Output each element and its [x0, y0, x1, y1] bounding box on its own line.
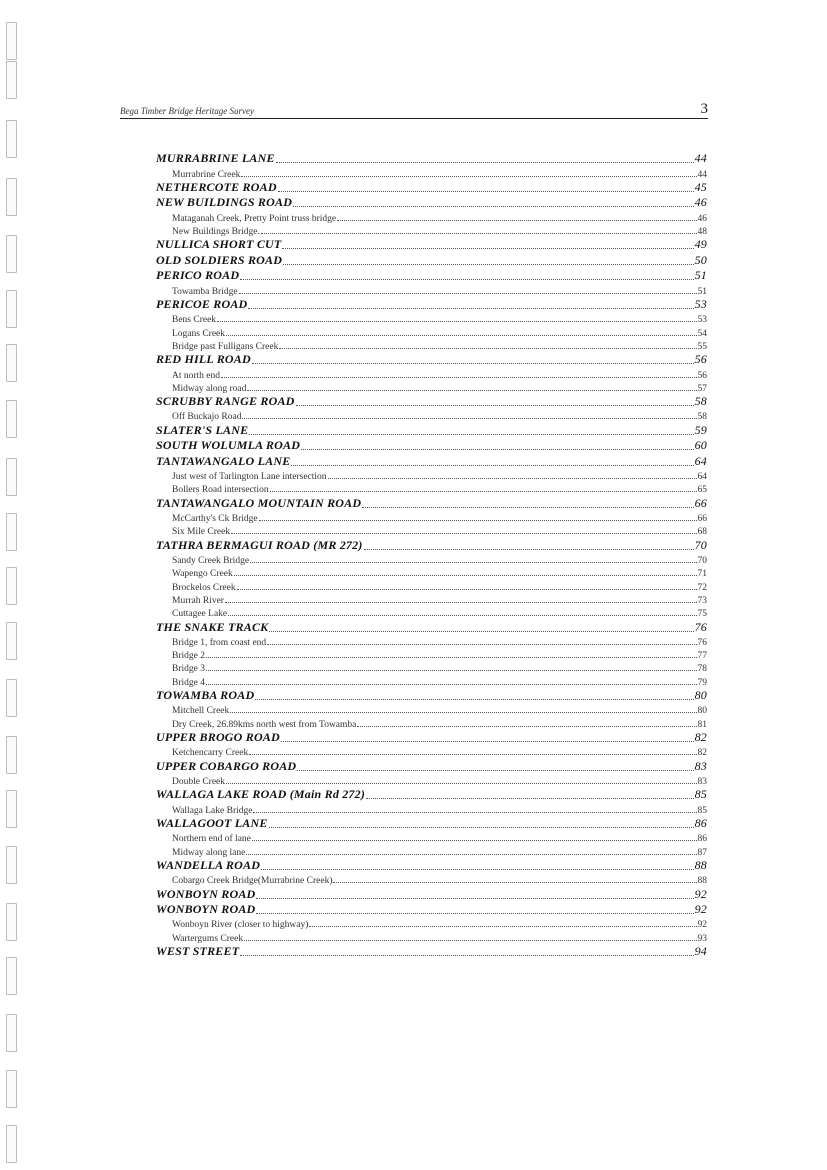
- dot-leader: [226, 335, 696, 336]
- toc-subentry[interactable]: [156, 367, 707, 380]
- binding-hole: [6, 957, 17, 995]
- toc-entry-label: Just west of Tarlington Lane intersection: [172, 471, 327, 482]
- toc-page-number: 50: [694, 252, 707, 267]
- toc-page-number: 53: [694, 296, 707, 311]
- toc-subentry[interactable]: [156, 224, 707, 237]
- dot-leader: [252, 840, 697, 841]
- dot-leader: [261, 869, 694, 870]
- dot-leader: [231, 533, 696, 534]
- toc-entry-label: RED HILL ROAD: [156, 352, 251, 367]
- toc-entry-label: Cuttagee Lake: [172, 609, 228, 620]
- toc-page-number: 79: [697, 677, 707, 688]
- toc-entry-label: Wonboyn River (closer to highway): [172, 920, 309, 931]
- toc-section-entry[interactable]: [156, 180, 707, 195]
- binding-hole: [6, 1014, 17, 1052]
- toc-entry-label: THE SNAKE TRACK: [156, 619, 269, 634]
- dot-leader: [357, 726, 696, 727]
- toc-page-number: 87: [697, 847, 707, 858]
- dot-leader: [255, 699, 693, 700]
- dot-leader: [206, 684, 697, 685]
- toc-entry-label: Midway along lane: [172, 847, 246, 858]
- dot-leader: [293, 206, 694, 207]
- toc-entry-label: Wartergums Creek: [172, 933, 244, 944]
- toc-page-number: 70: [694, 537, 707, 552]
- toc-entry-label: Bollers Road intersection: [172, 485, 269, 496]
- toc-page-number: 77: [697, 651, 707, 662]
- toc-section-entry[interactable]: [156, 352, 707, 367]
- toc-subentry[interactable]: [156, 166, 707, 179]
- binding-hole: [6, 790, 17, 828]
- dot-leader: [226, 783, 696, 784]
- toc-entry-label: Mitchell Creek: [172, 706, 230, 717]
- toc-page-number: 57: [697, 383, 707, 394]
- toc-entry-label: TANTAWANGALO MOUNTAIN ROAD: [156, 495, 362, 510]
- dot-leader: [230, 712, 696, 713]
- toc-subentry[interactable]: [156, 325, 707, 338]
- toc-page-number: 53: [697, 315, 707, 326]
- toc-subentry[interactable]: [156, 774, 707, 787]
- toc-entry-label: Mataganah Creek, Pretty Point truss bridge: [172, 213, 337, 224]
- dot-leader: [309, 926, 696, 927]
- binding-holes: [6, 0, 20, 1170]
- toc-entry-label: Bridge past Fulligans Creek: [172, 341, 279, 352]
- toc-page-number: 46: [697, 213, 707, 224]
- toc-section-entry[interactable]: [156, 619, 707, 634]
- binding-hole: [6, 679, 17, 717]
- toc-entry-label: SLATER'S LANE: [156, 422, 249, 437]
- toc-page-number: 94: [694, 944, 707, 959]
- toc-entry-label: SCRUBBY RANGE ROAD: [156, 394, 295, 409]
- dot-leader: [206, 657, 697, 658]
- dot-leader: [362, 507, 693, 508]
- dot-leader: [283, 264, 694, 265]
- toc-page-number: 72: [697, 582, 707, 593]
- toc-subentry[interactable]: [156, 606, 707, 619]
- toc-page-number: 86: [694, 816, 707, 831]
- toc-entry-label: PERICOE ROAD: [156, 296, 248, 311]
- toc-page-number: 92: [697, 920, 707, 931]
- toc-page-number: 65: [697, 485, 707, 496]
- toc-subentry[interactable]: [156, 593, 707, 606]
- toc-subentry[interactable]: [156, 674, 707, 687]
- toc-entry-label: Midway along road: [172, 383, 247, 394]
- dot-leader: [267, 644, 696, 645]
- dot-leader: [259, 520, 697, 521]
- toc-entry-label: Bridge 1, from coast end: [172, 637, 267, 648]
- toc-page-number: 83: [694, 758, 707, 773]
- dot-leader: [246, 854, 696, 855]
- toc-page-number: 85: [694, 787, 707, 802]
- dot-leader: [250, 562, 696, 563]
- binding-hole: [6, 567, 17, 605]
- toc-entry-label: Towamba Bridge: [172, 286, 238, 297]
- dot-leader: [237, 589, 697, 590]
- toc-page-number: 56: [694, 352, 707, 367]
- dot-leader: [301, 449, 694, 450]
- dot-leader: [240, 279, 693, 280]
- toc-subentry[interactable]: [156, 745, 707, 758]
- toc-subentry[interactable]: [156, 409, 707, 422]
- toc-entry-label: Bridge 2: [172, 651, 205, 662]
- toc-subentry[interactable]: [156, 339, 707, 352]
- toc-subentry[interactable]: [156, 381, 707, 394]
- toc-section-entry[interactable]: [156, 858, 707, 873]
- toc-entry-label: Bridge 4: [172, 677, 205, 688]
- toc-subentry[interactable]: [156, 831, 707, 844]
- toc-section-entry[interactable]: [156, 688, 707, 703]
- toc-entry-label: WONBOYN ROAD: [156, 886, 256, 901]
- toc-subentry[interactable]: [156, 844, 707, 857]
- toc-entry-label: Murrah River: [172, 595, 224, 606]
- toc-entry-label: TOWAMBA ROAD: [156, 688, 255, 703]
- toc-entry-label: Northern end of lane: [172, 834, 251, 845]
- toc-entry-label: Wapengo Creek: [172, 569, 233, 580]
- toc-entry-label: UPPER BROGO ROAD: [156, 730, 280, 745]
- binding-hole: [6, 513, 17, 551]
- toc-entry-label: TATHRA BERMAGUI ROAD (MR 272): [156, 537, 363, 552]
- toc-page-number: 66: [697, 513, 707, 524]
- dot-leader: [279, 348, 696, 349]
- toc-subentry[interactable]: [156, 511, 707, 524]
- dot-leader: [234, 575, 697, 576]
- dot-leader: [242, 418, 696, 419]
- toc-entry-label: Off Buckajo Road: [172, 412, 242, 423]
- toc-page-number: 60: [694, 438, 707, 453]
- toc-entry-label: Logans Creek: [172, 328, 226, 339]
- dot-leader: [282, 248, 693, 249]
- binding-hole: [6, 736, 17, 774]
- toc-section-entry[interactable]: [156, 268, 707, 283]
- dot-leader: [337, 220, 696, 221]
- toc-subentry[interactable]: [156, 566, 707, 579]
- page-number: 3: [700, 101, 708, 117]
- toc-subentry[interactable]: [156, 648, 707, 661]
- dot-leader: [296, 405, 694, 406]
- toc-subentry[interactable]: [156, 802, 707, 815]
- binding-hole: [6, 400, 17, 438]
- toc-entry-label: At north end: [172, 370, 221, 381]
- dot-leader: [366, 798, 694, 799]
- toc-entry-label: NULLICA SHORT CUT: [156, 237, 282, 252]
- dot-leader: [297, 770, 693, 771]
- toc-subentry[interactable]: [156, 661, 707, 674]
- toc-section-entry[interactable]: [156, 151, 707, 166]
- toc-section-entry[interactable]: [156, 944, 707, 959]
- toc-section-entry[interactable]: [156, 252, 707, 267]
- toc-page-number: 58: [697, 412, 707, 423]
- toc-page-number: 76: [694, 619, 707, 634]
- toc-page-number: 48: [697, 227, 707, 238]
- toc-subentry[interactable]: [156, 469, 707, 482]
- dot-leader: [261, 233, 697, 234]
- toc-entry-label: OLD SOLDIERS ROAD: [156, 252, 283, 267]
- toc-subentry[interactable]: [156, 716, 707, 729]
- toc-subentry[interactable]: [156, 283, 707, 296]
- toc-subentry[interactable]: [156, 553, 707, 566]
- dot-leader: [247, 390, 696, 391]
- toc-entry-label: New Buildings Bridge.: [172, 227, 260, 238]
- toc-page-number: 80: [697, 706, 707, 717]
- dot-leader: [270, 491, 697, 492]
- toc-subentry[interactable]: [156, 210, 707, 223]
- binding-hole: [6, 846, 17, 884]
- dot-leader: [244, 940, 696, 941]
- toc-page-number: 93: [697, 933, 707, 944]
- toc-page-number: 64: [697, 471, 707, 482]
- toc-subentry[interactable]: [156, 482, 707, 495]
- dot-leader: [252, 363, 694, 364]
- toc-page-number: 66: [694, 495, 707, 510]
- binding-hole: [6, 120, 17, 158]
- dot-leader: [249, 434, 693, 435]
- toc-page-number: 59: [694, 422, 707, 437]
- toc-entry-label: TANTAWANGALO LANE: [156, 453, 291, 468]
- toc-page-number: 71: [697, 569, 707, 580]
- toc-subentry[interactable]: [156, 635, 707, 648]
- toc-page-number: 81: [697, 719, 707, 730]
- toc-page-number: 54: [697, 328, 707, 339]
- toc-entry-label: Dry Creek, 26.89kms north west from Towamba: [172, 719, 357, 730]
- toc-section-entry[interactable]: [156, 394, 707, 409]
- toc-page-number: 73: [697, 595, 707, 606]
- toc-entry-label: Sandy Creek Bridge: [172, 555, 250, 566]
- toc-entry-label: SOUTH WOLUMLA ROAD: [156, 438, 301, 453]
- toc-page-number: 49: [694, 237, 707, 252]
- toc-page-number: 70: [697, 555, 707, 566]
- toc-subentry[interactable]: [156, 579, 707, 592]
- table-of-contents: [156, 151, 707, 959]
- toc-entry-label: McCarthy's Ck Bridge: [172, 513, 258, 524]
- binding-hole: [6, 458, 17, 496]
- toc-page-number: 44: [694, 151, 707, 166]
- dot-leader: [256, 898, 693, 899]
- toc-subentry[interactable]: [156, 930, 707, 943]
- toc-page-number: 92: [694, 902, 707, 917]
- dot-leader: [291, 465, 693, 466]
- dot-leader: [328, 478, 697, 479]
- toc-entry-label: WONBOYN ROAD: [156, 902, 256, 917]
- toc-section-entry[interactable]: [156, 438, 707, 453]
- dot-leader: [225, 602, 697, 603]
- binding-hole: [6, 903, 17, 941]
- dot-leader: [217, 321, 696, 322]
- toc-entry-label: Wallaga Lake Bridge: [172, 805, 253, 816]
- toc-section-entry[interactable]: [156, 902, 707, 917]
- toc-section-entry[interactable]: [156, 787, 707, 802]
- binding-hole: [6, 22, 17, 60]
- toc-entry-label: Bens Creek: [172, 315, 217, 326]
- toc-section-entry[interactable]: [156, 537, 707, 552]
- toc-entry-label: Double Creek: [172, 777, 226, 788]
- binding-hole: [6, 622, 17, 660]
- toc-page-number: 82: [694, 730, 707, 745]
- toc-page-number: 80: [694, 688, 707, 703]
- dot-leader: [249, 754, 696, 755]
- toc-section-entry[interactable]: [156, 297, 707, 312]
- dot-leader: [253, 812, 696, 813]
- dot-leader: [364, 549, 694, 550]
- toc-page-number: 88: [694, 858, 707, 873]
- dot-leader: [240, 955, 693, 956]
- dot-leader: [241, 176, 696, 177]
- toc-section-entry[interactable]: [156, 886, 707, 901]
- binding-hole: [6, 1070, 17, 1108]
- toc-entry-label: MURRABRINE LANE: [156, 151, 275, 166]
- page-header: [120, 100, 708, 119]
- toc-subentry[interactable]: [156, 703, 707, 716]
- toc-page-number: 56: [697, 370, 707, 381]
- toc-entry-label: Six Mile Creek: [172, 527, 231, 538]
- toc-page-number: 76: [697, 637, 707, 648]
- dot-leader: [228, 615, 696, 616]
- toc-entry-label: WALLAGOOT LANE: [156, 816, 268, 831]
- toc-page-number: 64: [694, 453, 707, 468]
- toc-section-entry[interactable]: [156, 495, 707, 510]
- toc-section-entry[interactable]: [156, 730, 707, 745]
- toc-section-entry[interactable]: [156, 453, 707, 468]
- toc-section-entry[interactable]: [156, 816, 707, 831]
- toc-entry-label: PERICO ROAD: [156, 268, 240, 283]
- toc-section-entry[interactable]: [156, 237, 707, 252]
- toc-subentry[interactable]: [156, 524, 707, 537]
- toc-entry-label: Ketchencarry Creek: [172, 748, 249, 759]
- toc-page-number: 45: [694, 180, 707, 195]
- binding-hole: [6, 235, 17, 273]
- toc-page-number: 51: [694, 268, 707, 283]
- document-title: Bega Timber Bridge Heritage Survey: [120, 106, 254, 116]
- toc-entry-label: NETHERCOTE ROAD: [156, 180, 277, 195]
- toc-page-number: 58: [694, 394, 707, 409]
- toc-page-number: 55: [697, 341, 707, 352]
- toc-page-number: 92: [694, 886, 707, 901]
- toc-entry-label: Cobargo Creek Bridge(Murrabrine Creek): [172, 876, 333, 887]
- toc-entry-label: UPPER COBARGO ROAD: [156, 758, 297, 773]
- toc-section-entry[interactable]: [156, 195, 707, 210]
- toc-page-number: 75: [697, 609, 707, 620]
- binding-hole: [6, 178, 17, 216]
- dot-leader: [256, 913, 693, 914]
- dot-leader: [333, 882, 696, 883]
- toc-entry-label: Bridge 3: [172, 664, 205, 675]
- toc-page-number: 78: [697, 664, 707, 675]
- toc-page-number: 68: [697, 527, 707, 538]
- toc-page-number: 46: [694, 195, 707, 210]
- toc-subentry[interactable]: [156, 873, 707, 886]
- toc-subentry[interactable]: [156, 312, 707, 325]
- toc-page-number: 82: [697, 748, 707, 759]
- toc-subentry[interactable]: [156, 917, 707, 930]
- dot-leader: [221, 377, 696, 378]
- toc-entry-label: WEST STREET: [156, 944, 240, 959]
- toc-section-entry[interactable]: [156, 758, 707, 773]
- toc-page-number: 85: [697, 805, 707, 816]
- binding-hole: [6, 290, 17, 328]
- dot-leader: [269, 827, 694, 828]
- toc-entry-label: Brockelos Creek: [172, 582, 236, 593]
- binding-hole: [6, 61, 17, 99]
- toc-page-number: 51: [697, 286, 707, 297]
- binding-hole: [6, 1125, 17, 1163]
- dot-leader: [248, 308, 693, 309]
- dot-leader: [269, 631, 693, 632]
- dot-leader: [206, 670, 697, 671]
- dot-leader: [239, 293, 697, 294]
- toc-section-entry[interactable]: [156, 422, 707, 437]
- toc-entry-label: WALLAGA LAKE ROAD (Main Rd 272): [156, 787, 366, 802]
- toc-page-number: 44: [697, 169, 707, 180]
- toc-page-number: 86: [697, 834, 707, 845]
- toc-entry-label: Murrabrine Creek: [172, 169, 241, 180]
- toc-page-number: 88: [697, 876, 707, 887]
- dot-leader: [281, 741, 694, 742]
- binding-hole: [6, 344, 17, 382]
- toc-entry-label: NEW BUILDINGS ROAD: [156, 195, 293, 210]
- dot-leader: [278, 191, 694, 192]
- dot-leader: [276, 162, 694, 163]
- toc-entry-label: WANDELLA ROAD: [156, 858, 261, 873]
- toc-page-number: 83: [697, 777, 707, 788]
